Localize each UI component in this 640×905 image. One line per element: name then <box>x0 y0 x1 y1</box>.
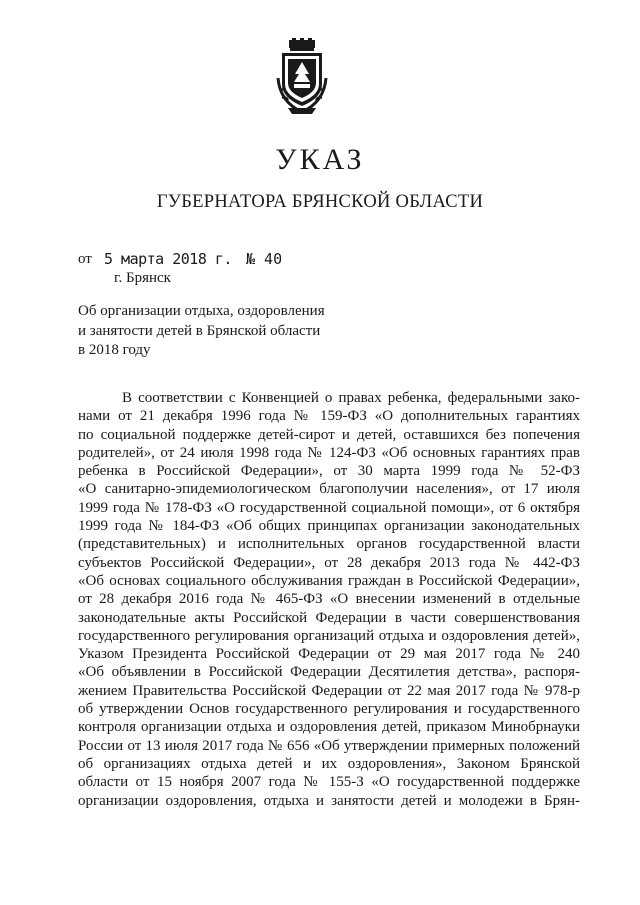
body-line: «О санитарно-эпидемиологическом благополучии населения», от 17 июля <box>78 481 580 498</box>
body-line: (представительных) и исполнительных органов государственной власти <box>78 536 580 553</box>
body-line: субъектов Российской Федерации», от 28 декабря 2013 года № 442-ФЗ <box>78 554 580 571</box>
subject-line: в 2018 году <box>78 342 151 358</box>
decree-date: 5 марта 2018 г. <box>104 250 232 268</box>
body-line: 1999 года № 184-ФЗ «Об общих принципах организации законодательных <box>78 518 580 535</box>
subject-line: и занятости детей в Брянской области <box>78 322 321 339</box>
body-line: В соответствии с Конвенцией о правах ребенка, федеральными зако- <box>122 390 580 406</box>
body-line: по социальной поддержке детей-сирот и детей, оставшихся без попечения <box>78 426 580 443</box>
document-subtitle: ГУБЕРНАТОРА БРЯНСКОЙ ОБЛАСТИ <box>156 192 484 212</box>
body-line: об организациях отдыха детей и их оздоровления», Законом Брянской <box>78 755 580 772</box>
body-line: «Об основах социального обслуживания граждан в Российской Федерации», <box>78 572 580 589</box>
bryansk-oblast-coat-of-arms-icon <box>272 38 332 118</box>
body-line: нами от 21 декабря 1996 года № 159-ФЗ «О дополнительных гарантиях <box>78 408 580 425</box>
decree-body <box>78 389 580 810</box>
body-line: государственного регулирования организаций отдыха и оздоровления детей», <box>78 627 580 644</box>
body-line: родителей», от 24 июля 1998 года № 124-ФЗ «Об основных гарантиях прав <box>78 444 580 461</box>
document-title: УКАЗ <box>275 143 365 176</box>
body-line: России от 13 июля 2017 года № 656 «Об утверждении примерных положений <box>78 737 580 754</box>
decree-city: г. Брянск <box>114 270 171 286</box>
body-line: контроля организации отдыха и оздоровления детей, приказом Минобрнауки <box>78 719 580 736</box>
body-line: 1999 года № 178-ФЗ «О государственной социальной помощи», от 6 октября <box>78 499 580 516</box>
body-line: Указом Президента Российской Федерации от 29 мая 2017 года № 240 <box>78 646 580 663</box>
body-line: ребенка в Российской Федерации», от 30 марта 1999 года № 52-ФЗ <box>78 463 580 480</box>
body-line: жением Правительства Российской Федерации от 22 мая 2017 года № 978-р <box>78 682 580 699</box>
decree-subject <box>78 302 325 361</box>
body-line: области от 15 ноября 2007 года № 155-З «О государственной поддержке <box>78 774 580 791</box>
body-line: «Об объявлении в Российской Федерации Десятилетия детства», распоря- <box>78 664 580 681</box>
date-prefix-label: от <box>78 251 92 267</box>
body-line: об утверждении Основ государственного регулирования и государственного <box>78 701 580 718</box>
decree-number: № 40 <box>246 250 283 268</box>
body-line: от 28 декабря 2016 года № 465-ФЗ «О внесении изменений в отдельные <box>78 591 580 608</box>
subject-line: Об организации отдыха, оздоровления <box>78 303 325 319</box>
body-line: организации оздоровления, отдыха и занятости детей и молодежи в Брян- <box>78 792 580 809</box>
body-line: законодательные акты Российской Федерации в части совершенствования <box>78 609 580 626</box>
